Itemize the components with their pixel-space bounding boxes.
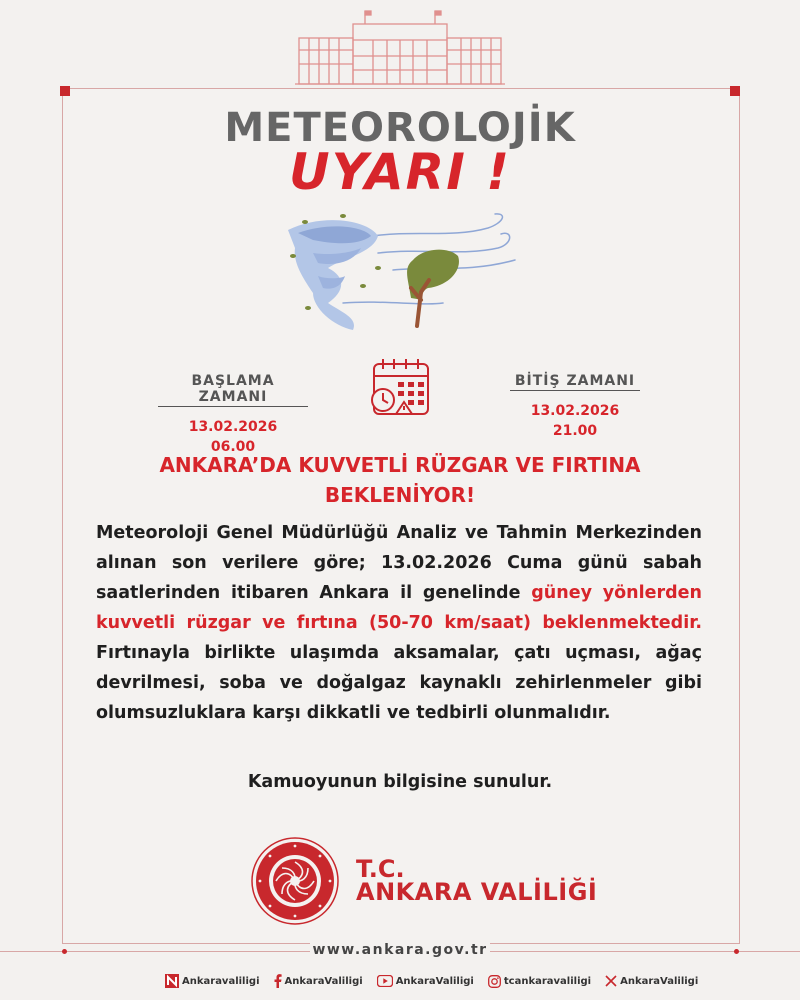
social-facebook[interactable] <box>274 974 363 988</box>
headline <box>0 450 800 510</box>
start-label: BAŞLAMA ZAMANI <box>158 373 308 407</box>
body-highlight: güney yönlerden kuvvetli rüzgar ve fırtına (50-70 km/saat) beklenmektedir. <box>96 583 702 633</box>
frame-corner <box>730 86 740 96</box>
social-handle: AnkaraValiligi <box>395 975 474 987</box>
instagram-icon <box>488 975 501 988</box>
social-handle: AnkaraValiligi <box>620 975 699 987</box>
social-nsosyal[interactable] <box>165 974 260 988</box>
social-handle: tcankaravaliligi <box>503 975 592 987</box>
closing-text: Kamuoyunun bilgisine sunulur. <box>247 772 553 792</box>
frame-corner <box>60 86 70 96</box>
nsosyal-icon <box>165 974 179 988</box>
facebook-icon <box>274 974 282 988</box>
building-icon <box>295 8 505 86</box>
end-date: 13.02.2026 <box>530 403 620 419</box>
social-youtube[interactable] <box>377 975 474 987</box>
youtube-icon <box>377 975 393 987</box>
start-date: 13.02.2026 <box>188 419 278 435</box>
headline-line1: ANKARA’DA KUVVETLİ RÜZGAR VE FIRTINA <box>159 453 641 477</box>
social-instagram[interactable] <box>488 975 591 988</box>
valilik-seal-logo <box>250 836 340 926</box>
end-time: 21.00 <box>552 423 598 439</box>
start-time: 06.00 <box>210 439 256 455</box>
storm-wind-icon <box>283 208 523 333</box>
calendar-alert-icon <box>368 356 432 418</box>
social-links <box>165 973 698 989</box>
x-icon <box>605 975 617 987</box>
website-link[interactable]: www.ankara.gov.tr <box>312 942 488 958</box>
body-text <box>96 518 702 728</box>
warning-title: UYARI ! <box>288 143 512 201</box>
body-part1: Meteoroloji Genel Müdürlüğü Analiz ve Tahmin Merkezinden alınan son verilere göre; 13.02.2026 Cuma günü sabah saatlerinden itibaren Ankara il genelinde <box>96 523 702 603</box>
org-name-line1: T.C. <box>356 855 405 883</box>
org-name-line2: ANKARA VALİLİĞİ <box>356 878 598 906</box>
social-x[interactable] <box>605 975 698 987</box>
end-label: BİTİŞ ZAMANI <box>510 373 640 391</box>
social-handle: AnkaraValiligi <box>284 975 363 987</box>
page-title: METEOROLOJİK <box>224 105 576 151</box>
body-part2: Fırtınayla birlikte ulaşımda aksamalar, çatı uçması, ağaç devrilmesi, soba ve doğalgaz kaynaklı zehirlenmeler gibi olumsuzluklara karşı dikkatli ve tedbirli olunmalıdır. <box>96 643 702 723</box>
headline-line2: BEKLENİYOR! <box>324 483 476 507</box>
social-handle: Ankaravaliligi <box>182 975 260 987</box>
